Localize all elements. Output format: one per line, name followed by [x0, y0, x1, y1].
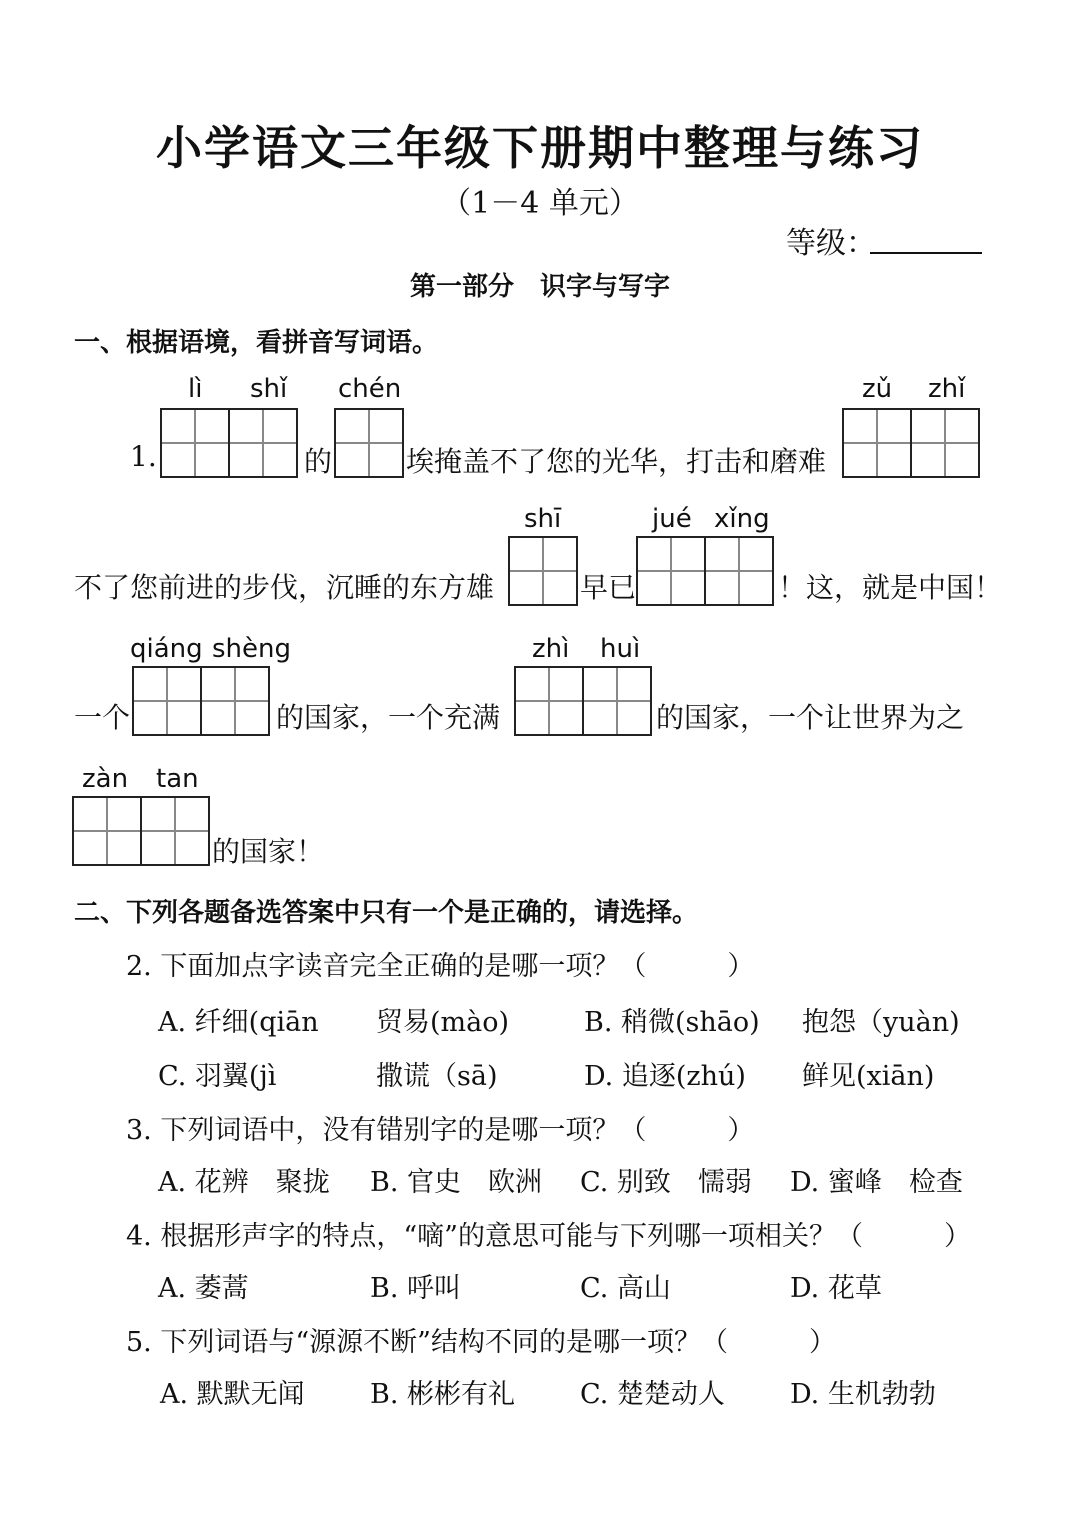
option-b[interactable]: B. 彬彬有礼 — [370, 1379, 516, 1410]
pinyin: huì — [600, 634, 641, 664]
tianzige-cell[interactable] — [842, 408, 912, 478]
passage-text: 的 — [304, 445, 333, 478]
pinyin: shǐ — [250, 374, 288, 404]
tianzige-qiangsheng[interactable] — [132, 666, 268, 736]
passage-text: ！这，就是中国！ — [778, 571, 1003, 604]
pinyin: shī — [524, 504, 562, 534]
option-a-word2: 贸易(mào) — [376, 1007, 510, 1038]
pinyin: lì — [188, 374, 203, 404]
section-two-heading: 二、下列各题备选答案中只有一个是正确的，请选择。 — [74, 898, 699, 928]
tianzige-cell[interactable] — [508, 536, 578, 606]
pinyin: qiáng — [130, 634, 203, 664]
option-a[interactable]: A. 纤细(qiān — [158, 1007, 319, 1038]
tianzige-cell[interactable] — [160, 408, 230, 478]
question-number: 1. — [130, 440, 157, 473]
option-d[interactable]: D. 花草 — [790, 1273, 882, 1304]
option-c[interactable]: C. 高山 — [580, 1273, 671, 1304]
tianzige-shi[interactable] — [508, 536, 576, 606]
worksheet-title: 小学语文三年级下册期中整理与练习 — [156, 121, 924, 175]
option-b[interactable]: B. 呼叫 — [370, 1273, 462, 1304]
tianzige-zhihui[interactable] — [514, 666, 650, 736]
question-stem: 2. 下面加点字读音完全正确的是哪一项？（ ） — [126, 951, 755, 982]
option-a[interactable]: A. 默默无闻 — [160, 1379, 305, 1410]
tianzige-cell[interactable] — [228, 408, 298, 478]
question-stem: 5. 下列词语与“源源不断”结构不同的是哪一项？（ ） — [126, 1327, 836, 1358]
part-one-title: 第一部分 识字与写字 — [409, 272, 670, 302]
pinyin: zhì — [532, 634, 570, 664]
tianzige-cell[interactable] — [140, 796, 210, 866]
question-stem: 4. 根据形声字的特点，“嘀”的意思可能与下列哪一项相关？（ ） — [126, 1221, 971, 1252]
tianzige-zuzhi[interactable] — [842, 408, 978, 478]
tianzige-cell[interactable] — [72, 796, 142, 866]
tianzige-lishi[interactable] — [160, 408, 296, 478]
option-c-word2: 撒谎（sā) — [376, 1061, 498, 1092]
option-d[interactable]: D. 生机勃勃 — [790, 1379, 936, 1410]
tianzige-cell[interactable] — [704, 536, 774, 606]
tianzige-cell[interactable] — [132, 666, 202, 736]
passage-text: 不了您前进的步伐，沉睡的东方雄 — [74, 571, 495, 604]
option-b[interactable]: B. 稍微(shāo) — [584, 1007, 760, 1038]
question-stem: 3. 下列词语中，没有错别字的是哪一项？（ ） — [126, 1115, 755, 1146]
tianzige-cell[interactable] — [514, 666, 584, 736]
option-a[interactable]: A. 萎蒿 — [158, 1273, 249, 1304]
tianzige-zantan[interactable] — [72, 796, 208, 866]
pinyin: jué — [652, 504, 692, 534]
option-c[interactable]: C. 别致 懦弱 — [580, 1167, 752, 1198]
passage-text: 的国家！ — [212, 835, 325, 868]
option-b[interactable]: B. 官史 欧洲 — [370, 1167, 543, 1198]
tianzige-cell[interactable] — [582, 666, 652, 736]
option-c[interactable]: C. 羽翼(jì — [158, 1061, 277, 1092]
grade-label: 等级： — [786, 226, 876, 261]
passage-text: 一个 — [74, 701, 131, 734]
pinyin: zǔ — [862, 374, 893, 404]
tianzige-cell[interactable] — [334, 408, 404, 478]
pinyin: shèng — [212, 634, 292, 664]
pinyin: zàn — [82, 764, 129, 794]
tianzige-cell[interactable] — [200, 666, 270, 736]
tianzige-cell[interactable] — [636, 536, 706, 606]
tianzige-juexing[interactable] — [636, 536, 772, 606]
tianzige-chen[interactable] — [334, 408, 402, 478]
passage-text: 埃掩盖不了您的光华，打击和磨难 — [406, 445, 827, 478]
tianzige-cell[interactable] — [910, 408, 980, 478]
option-d[interactable]: D. 追逐(zhú) — [584, 1061, 746, 1092]
pinyin: chén — [338, 374, 402, 404]
pinyin: tan — [156, 764, 199, 794]
option-a[interactable]: A. 花辨 聚拢 — [158, 1167, 330, 1198]
passage-text: 早已 — [580, 571, 637, 604]
option-d-word2: 鲜见(xiān) — [802, 1061, 935, 1092]
passage-text: 的国家，一个充满 — [276, 701, 501, 734]
passage-text: 的国家，一个让世界为之 — [656, 701, 965, 734]
option-d[interactable]: D. 蜜峰 检查 — [790, 1167, 963, 1198]
option-b-word2: 抱怨（yuàn) — [802, 1007, 960, 1038]
pinyin: zhǐ — [928, 374, 966, 404]
grade-blank[interactable] — [870, 252, 982, 254]
section-one-heading: 一、根据语境，看拼音写词语。 — [74, 328, 439, 358]
pinyin: xǐng — [714, 504, 770, 534]
worksheet-subtitle: （1－4 单元） — [441, 186, 639, 221]
option-c[interactable]: C. 楚楚动人 — [580, 1379, 725, 1410]
